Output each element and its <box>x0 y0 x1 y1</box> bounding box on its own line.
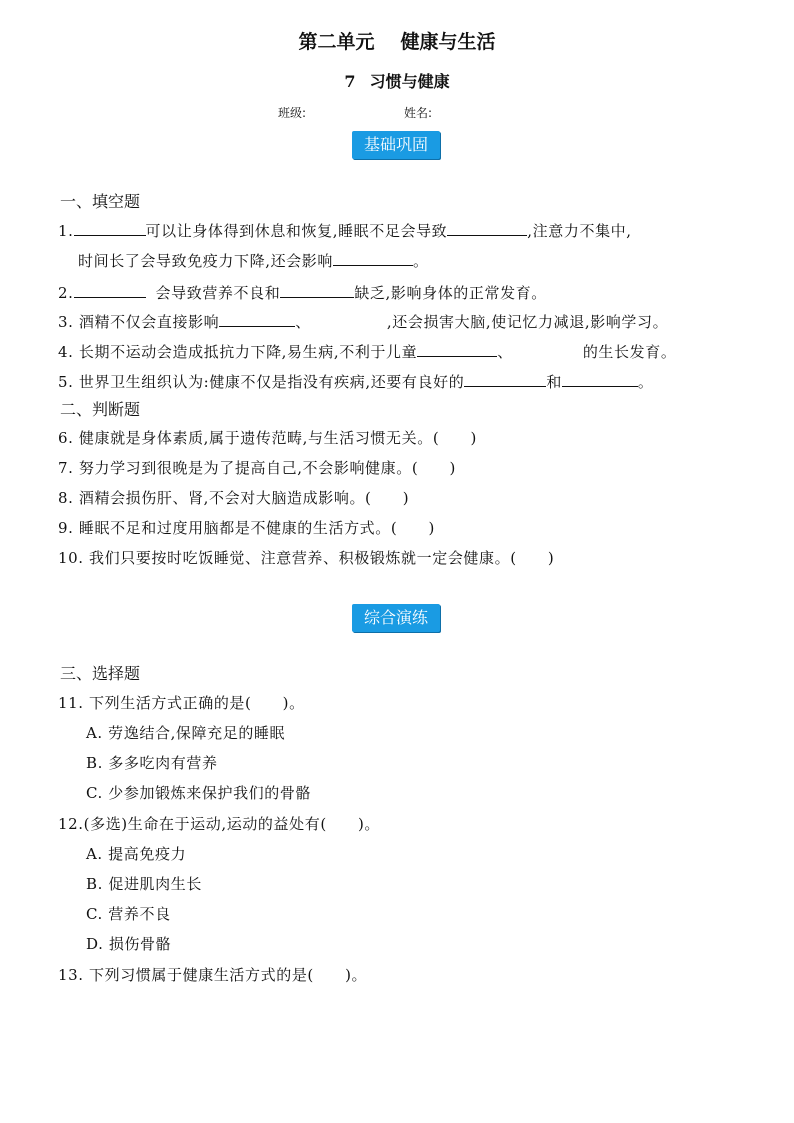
question-2: 2. 会导致营养不良和 缺乏,影响身体的正常发育。 <box>58 284 547 302</box>
answer-blank[interactable] <box>333 251 413 266</box>
question-1-cont: 时间长了会导致免疫力下降,还会影响 。 <box>78 252 429 270</box>
unit-title <box>0 27 794 54</box>
question-13: 13. 下列习惯属于健康生活方式的是( )。 <box>58 966 368 984</box>
answer-blank[interactable] <box>447 221 527 236</box>
question-5: 5. 世界卫生组织认为:健康不仅是指没有疾病,还要有良好的 和 。 <box>58 373 654 391</box>
choice-section-title: 三、选择题 <box>60 664 141 683</box>
lesson-title <box>0 69 794 92</box>
answer-blank[interactable] <box>417 342 497 357</box>
question-1: 1. 可以让身体得到休息和恢复,睡眠不足会导致 ,注意力不集中, <box>58 222 632 240</box>
question-7: 7. 努力学习到很晚是为了提高自己,不会影响健康。( ) <box>58 459 456 477</box>
question-9: 9. 睡眠不足和过度用脑都是不健康的生活方式。( ) <box>58 519 435 537</box>
option-11b[interactable]: B. 多多吃肉有营养 <box>86 754 218 772</box>
answer-blank[interactable] <box>562 372 638 387</box>
question-6: 6. 健康就是身体素质,属于遗传范畴,与生活习惯无关。( ) <box>58 429 477 447</box>
question-12: 12.(多选)生命在于运动,运动的益处有( )。 <box>58 815 381 833</box>
answer-blank[interactable] <box>74 283 146 298</box>
judge-section-title: 二、判断题 <box>60 400 141 419</box>
option-12c[interactable]: C. 营养不良 <box>86 905 171 923</box>
question-4: 4. 长期不运动会造成抵抗力下降,易生病,不利于儿童 、 的生长发育。 <box>58 343 677 361</box>
question-8: 8. 酒精会损伤肝、肾,不会对大脑造成影响。( ) <box>58 489 410 507</box>
option-12b[interactable]: B. 促进肌肉生长 <box>86 875 202 893</box>
class-label: 班级: <box>278 106 307 120</box>
lesson-number: 7 <box>344 72 356 91</box>
comprehensive-banner: 综合演练 <box>352 604 440 632</box>
option-12a[interactable]: A. 提高免疫力 <box>86 845 187 863</box>
answer-blank[interactable] <box>219 312 295 327</box>
basic-banner: 基础巩固 <box>352 131 440 159</box>
question-10: 10. 我们只要按时吃饭睡觉、注意营养、积极锻炼就一定会健康。( ) <box>58 549 555 567</box>
answer-blank[interactable] <box>74 221 146 236</box>
option-11c[interactable]: C. 少参加锻炼来保护我们的骨骼 <box>86 784 312 802</box>
unit-number: 第二单元 <box>298 31 375 53</box>
lesson-name: 习惯与健康 <box>369 72 450 91</box>
fill-section-title: 一、填空题 <box>60 192 141 211</box>
option-12d[interactable]: D. 损伤骨骼 <box>86 935 172 953</box>
question-11: 11. 下列生活方式正确的是( )。 <box>58 694 305 712</box>
answer-blank[interactable] <box>280 283 354 298</box>
name-label: 姓名: <box>404 106 433 120</box>
unit-name: 健康与生活 <box>400 31 496 53</box>
question-3: 3. 酒精不仅会直接影响 、 ,还会损害大脑,使记忆力减退,影响学习。 <box>58 313 669 331</box>
answer-blank[interactable] <box>464 372 546 387</box>
option-11a[interactable]: A. 劳逸结合,保障充足的睡眠 <box>86 724 286 742</box>
